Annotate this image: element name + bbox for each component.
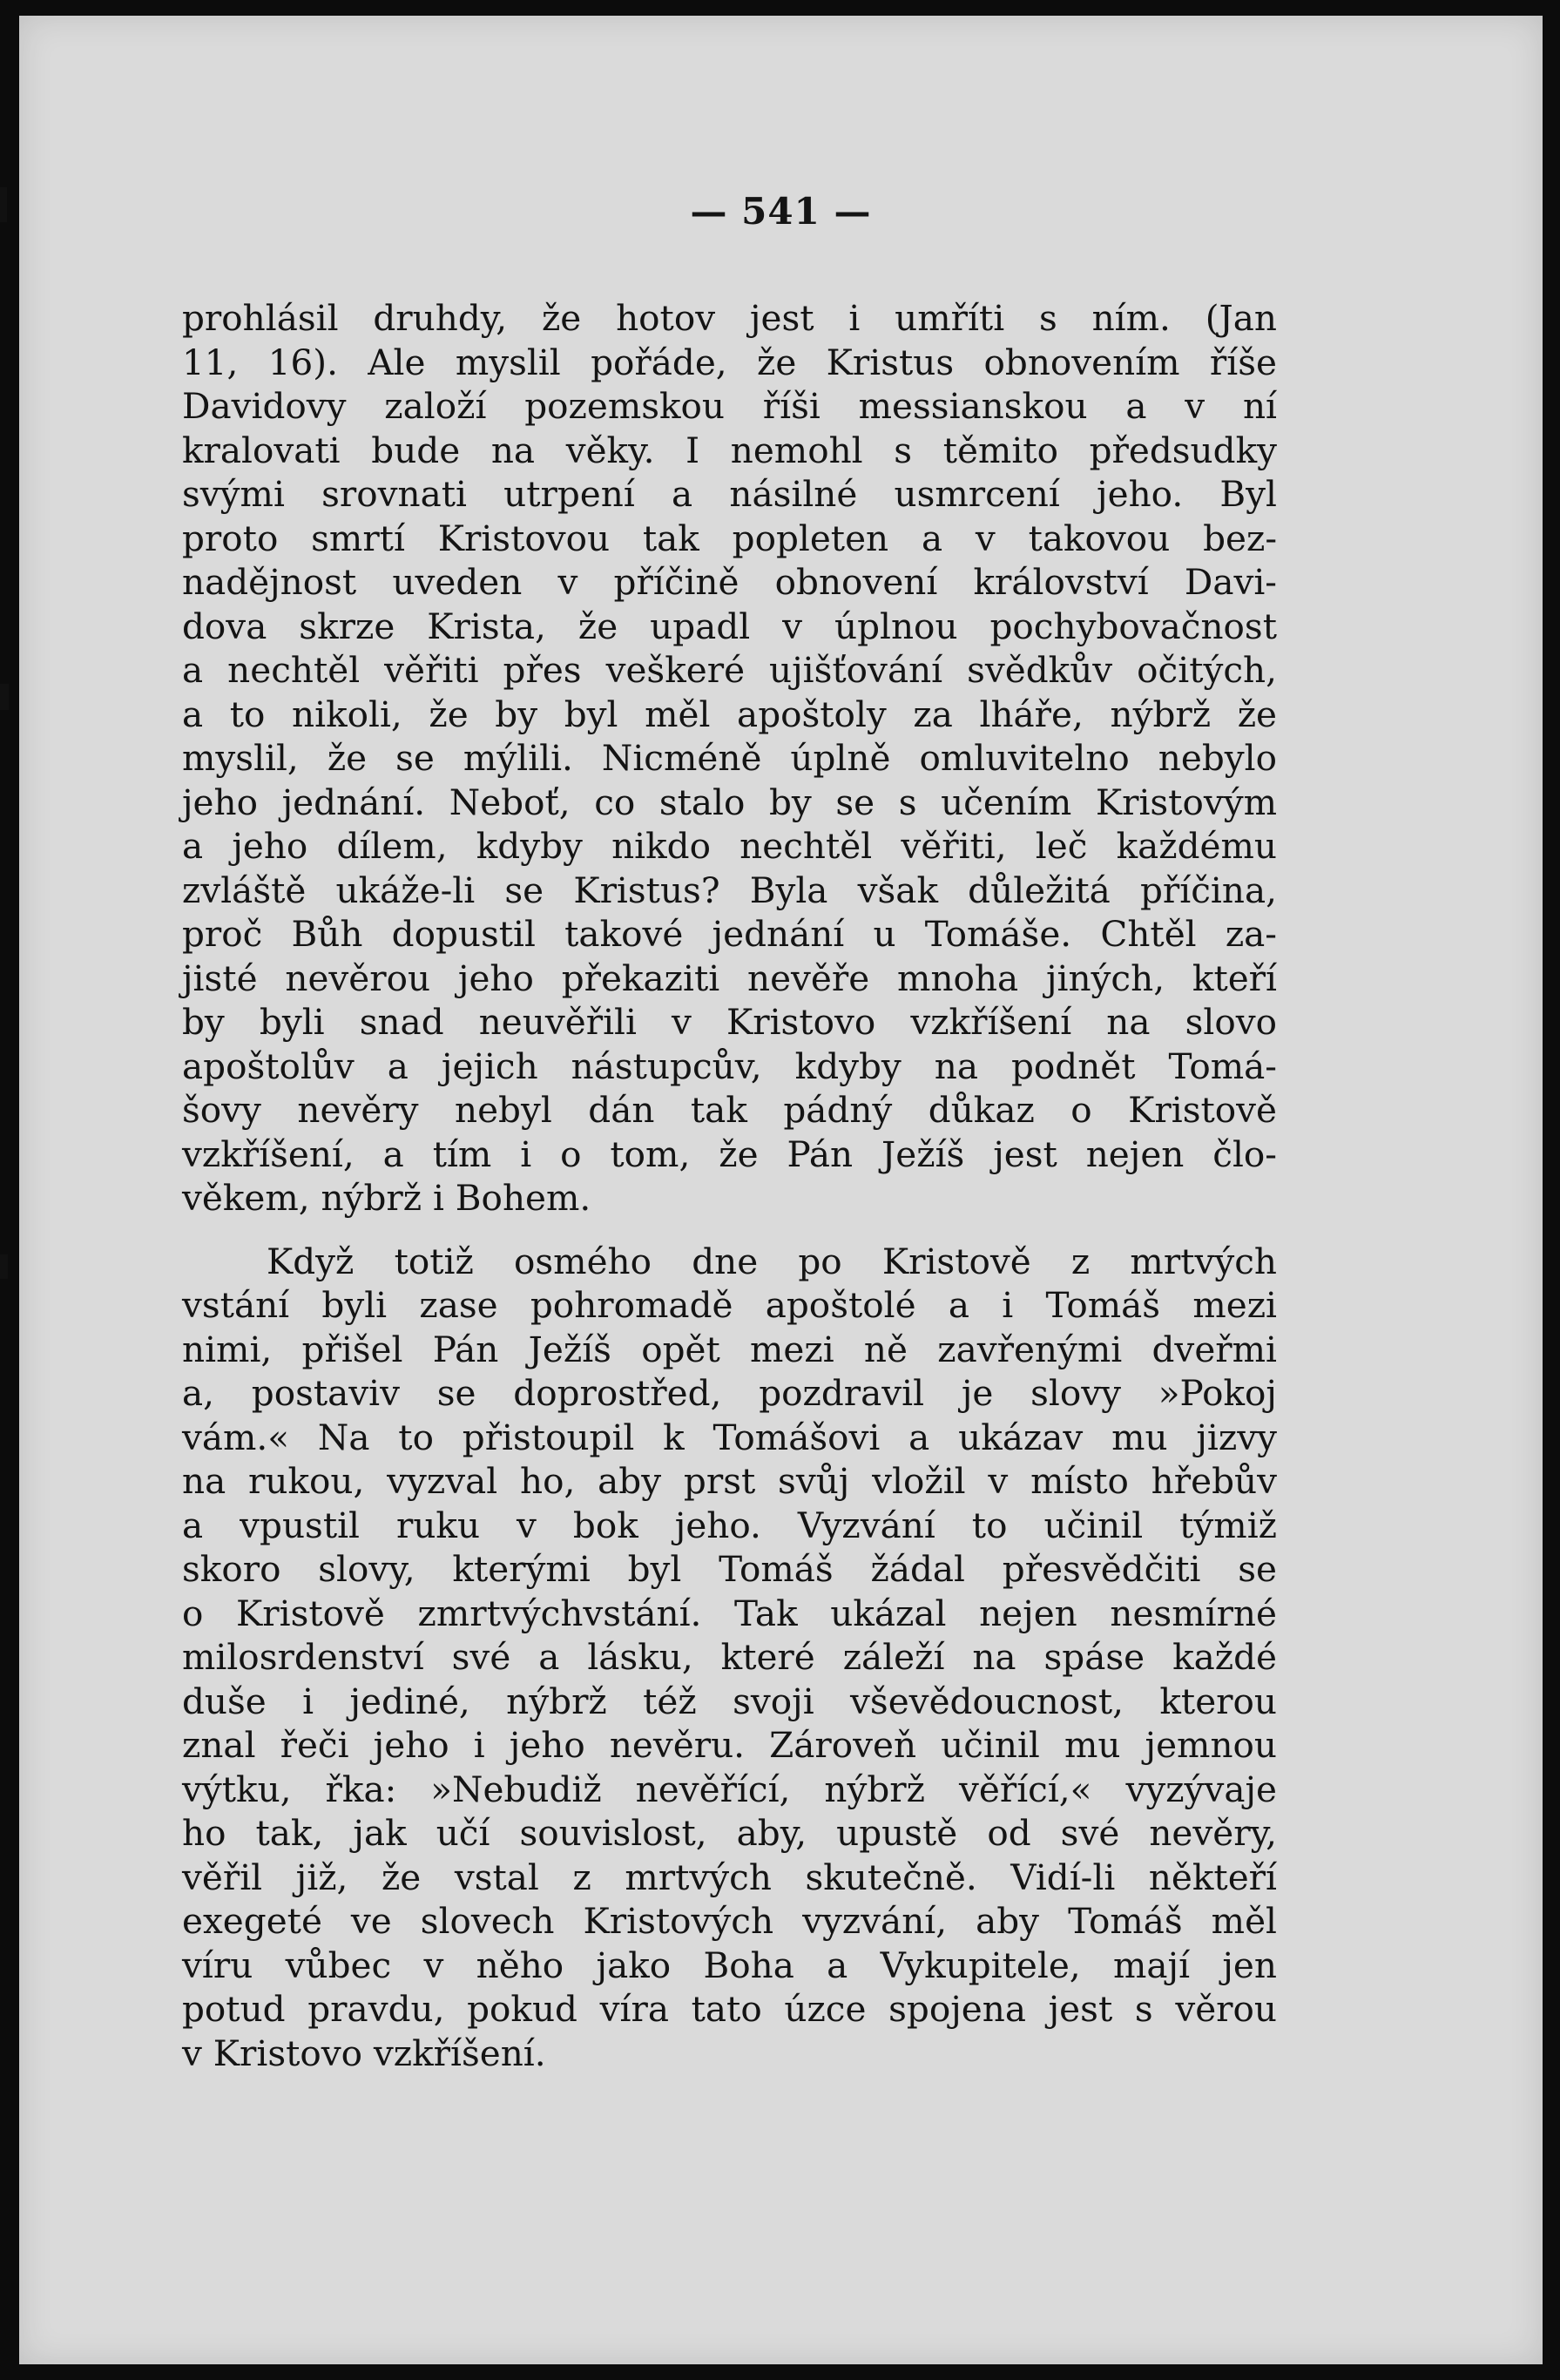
text-line: o Kristově zmrtvýchvstání. Tak ukázal nejen nesmírné [182,1592,1277,1634]
text-line: proto smrtí Kristovou tak popleten a v takovou bez- [182,517,1277,559]
text-line: vstání byli zase pohromadě apoštolé a i Tomáš mezi [182,1284,1277,1326]
text-line: na rukou, vyzval ho, aby prst svůj vložil v místo hřebův [182,1460,1277,1502]
text-line: a to nikoli, že by byl měl apoštoly za lháře, nýbrž že [182,693,1277,735]
text-line: potud pravdu, pokud víra tato úzce spojena jest s věrou [182,1988,1277,2030]
text-line: Davidovy založí pozemskou říši messianskou a v ní [182,385,1277,427]
scan-mark [0,187,7,222]
text-line: a vpustil ruku v bok jeho. Vyzvání to učinil týmiž [182,1504,1277,1546]
text-line: šovy nevěry nebyl dán tak pádný důkaz o Kristově [182,1089,1277,1131]
book-page [19,16,1543,2364]
text-line: milosrdenství své a lásku, které záleží na spáse každé [182,1636,1277,1678]
paragraph [182,1240,1277,2076]
page-number: — 541 — [690,190,872,233]
paragraph [182,296,1277,1220]
text-line: by byli snad neuvěřili v Kristovo vzkříšení na slovo [182,1001,1277,1043]
text-line: dova skrze Krista, že upadl v úplnou pochybovačnost [182,605,1277,647]
text-line: a nechtěl věřiti přes veškeré ujišťování svědkův očitých, [182,649,1277,691]
text-line: věřil již, že vstal z mrtvých skutečně. Vidí-li někteří [182,1856,1277,1898]
text-line: ho tak, jak učí souvislost, aby, upustě od své nevěry, [182,1812,1277,1854]
text-line: duše i jediné, nýbrž též svoji vševědoucnost, kterou [182,1680,1277,1722]
text-line: a, postaviv se doprostřed, pozdravil je slovy »Pokoj [182,1372,1277,1414]
text-line: kralovati bude na věky. I nemohl s těmito předsudky [182,429,1277,471]
body-text [182,296,1277,2075]
scan-mark [0,1254,8,1279]
text-line: znal řeči jeho i jeho nevěru. Zároveň učinil mu jemnou [182,1724,1277,1766]
text-line: víru vůbec v něho jako Boha a Vykupitele, mají jen [182,1944,1277,1986]
text-line: 11, 16). Ale myslil pořáde, že Kristus obnovením říše [182,341,1277,383]
text-line: nimi, přišel Pán Ježíš opět mezi ně zavřenými dveřmi [182,1328,1277,1370]
text-line: skoro slovy, kterými byl Tomáš žádal přesvědčiti se [182,1548,1277,1590]
text-line: jisté nevěrou jeho překaziti nevěře mnoha jiných, kteří [182,957,1277,999]
text-line: exegeté ve slovech Kristových vyzvání, aby Tomáš měl [182,1900,1277,1942]
text-line: vzkříšení, a tím i o tom, že Pán Ježíš jest nejen člo- [182,1133,1277,1175]
text-line: v Kristovo vzkříšení. [182,2032,546,2074]
text-line: prohlásil druhdy, že hotov jest i umříti s ním. (Jan [182,297,1277,339]
text-line: nadějnost uveden v příčině obnovení království Davi- [182,561,1277,603]
text-line: věkem, nýbrž i Bohem. [182,1177,591,1219]
text-line: výtku, řka: »Nebudiž nevěřící, nýbrž věřící,« vyzývaje [182,1768,1277,1810]
text-line: Když totiž osmého dne po Kristově z mrtvých [267,1240,1277,1282]
text-line: apoštolův a jejich nástupcův, kdyby na podnět Tomá- [182,1045,1277,1087]
text-line: proč Bůh dopustil takové jednání u Tomáše. Chtěl za- [182,913,1277,955]
text-line: vám.« Na to přistoupil k Tomášovi a ukázav mu jizvy [182,1416,1277,1458]
text-line: a jeho dílem, kdyby nikdo nechtěl věřiti, leč každému [182,825,1277,867]
scan-mark [0,684,9,710]
text-line: jeho jednání. Neboť, co stalo by se s učením Kristovým [182,781,1277,823]
text-line: svými srovnati utrpení a násilné usmrcení jeho. Byl [182,473,1277,515]
text-line: myslil, že se mýlili. Nicméně úplně omluvitelno nebylo [182,737,1277,779]
text-line: zvláště ukáže-li se Kristus? Byla však důležitá příčina, [182,869,1277,911]
